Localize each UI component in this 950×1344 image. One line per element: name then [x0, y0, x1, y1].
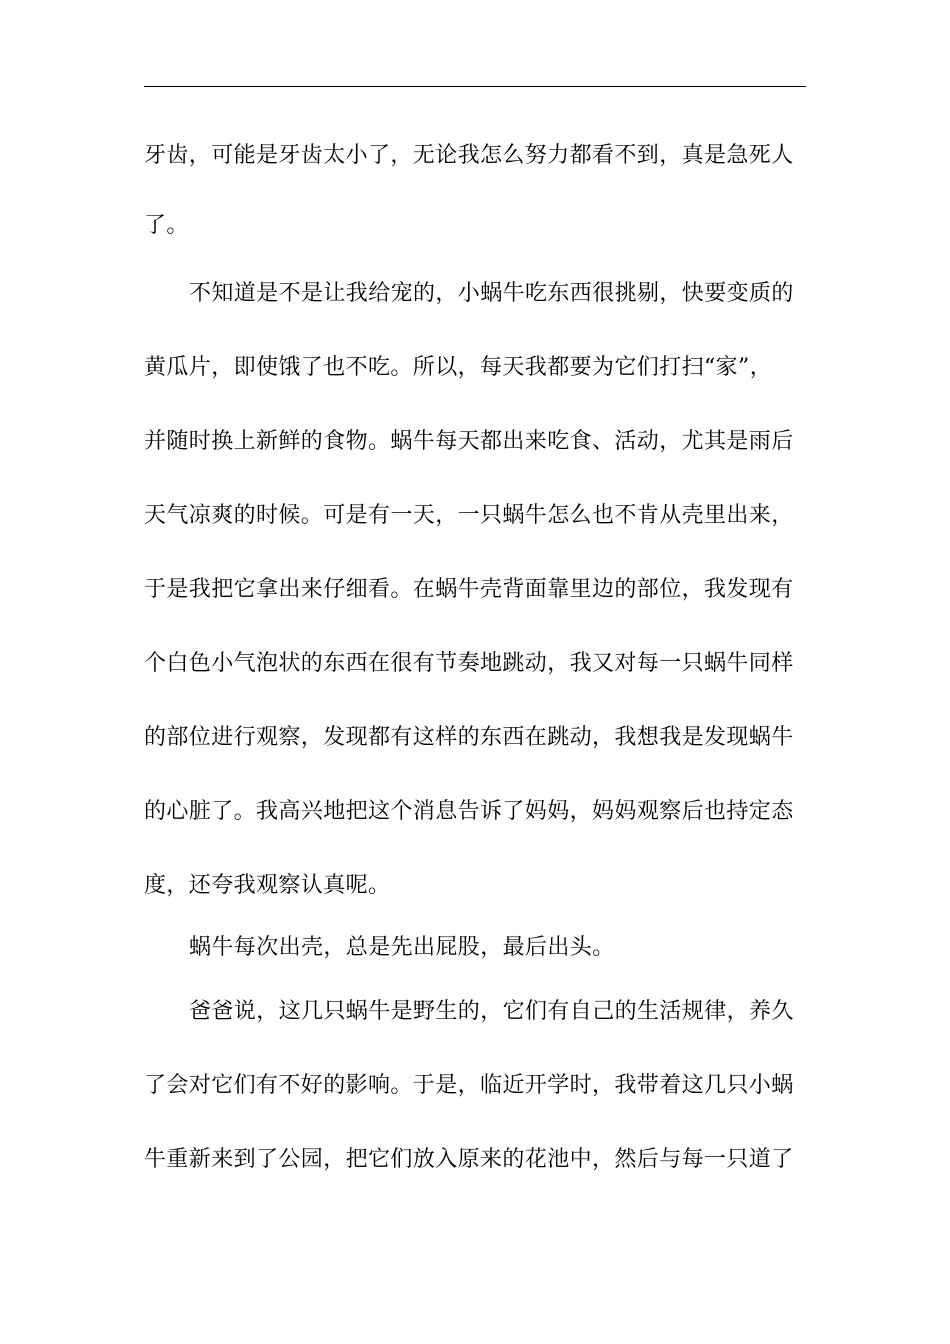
text-line: 的部位进行观察，发现都有这样的东西在跳动，我想我是发现蜗牛	[144, 725, 794, 750]
text-line: 个白色小气泡状的东西在很有节奏地跳动，我又对每一只蜗牛同样	[144, 651, 794, 676]
text-line: 并随时换上新鲜的食物。蜗牛每天都出来吃食、活动，尤其是雨后	[144, 429, 794, 454]
text-line: 天气凉爽的时候。可是有一天，一只蜗牛怎么也不肯从壳里出来，	[144, 503, 794, 528]
text-line: 牛重新来到了公园，把它们放入原来的花池中，然后与每一只道了	[144, 1147, 794, 1172]
paragraph-start-line: 爸爸说，这几只蜗牛是野生的，它们有自己的生活规律，养久	[189, 999, 794, 1024]
paragraph-start-line: 不知道是不是让我给宠的，小蜗牛吃东西很挑剔，快要变质的	[189, 281, 794, 306]
text-line: 了。	[144, 213, 189, 238]
text-line: 的心脏了。我高兴地把这个消息告诉了妈妈，妈妈观察后也持定态	[144, 799, 794, 824]
text-line: 了会对它们有不好的影响。于是，临近开学时，我带着这几只小蜗	[144, 1073, 794, 1098]
text-line: 于是我把它拿出来仔细看。在蜗牛壳背面靠里边的部位，我发现有	[144, 577, 794, 602]
paragraph-start-line: 蜗牛每次出壳，总是先出屁股，最后出头。	[189, 935, 615, 960]
header-rule	[144, 86, 806, 87]
text-line: 度，还夸我观察认真呢。	[144, 873, 391, 898]
text-line: 牙齿，可能是牙齿太小了，无论我怎么努力都看不到，真是急死人	[144, 143, 794, 168]
text-line: 黄瓜片，即使饿了也不吃。所以，每天我都要为它们打扫“家”，	[144, 355, 773, 380]
